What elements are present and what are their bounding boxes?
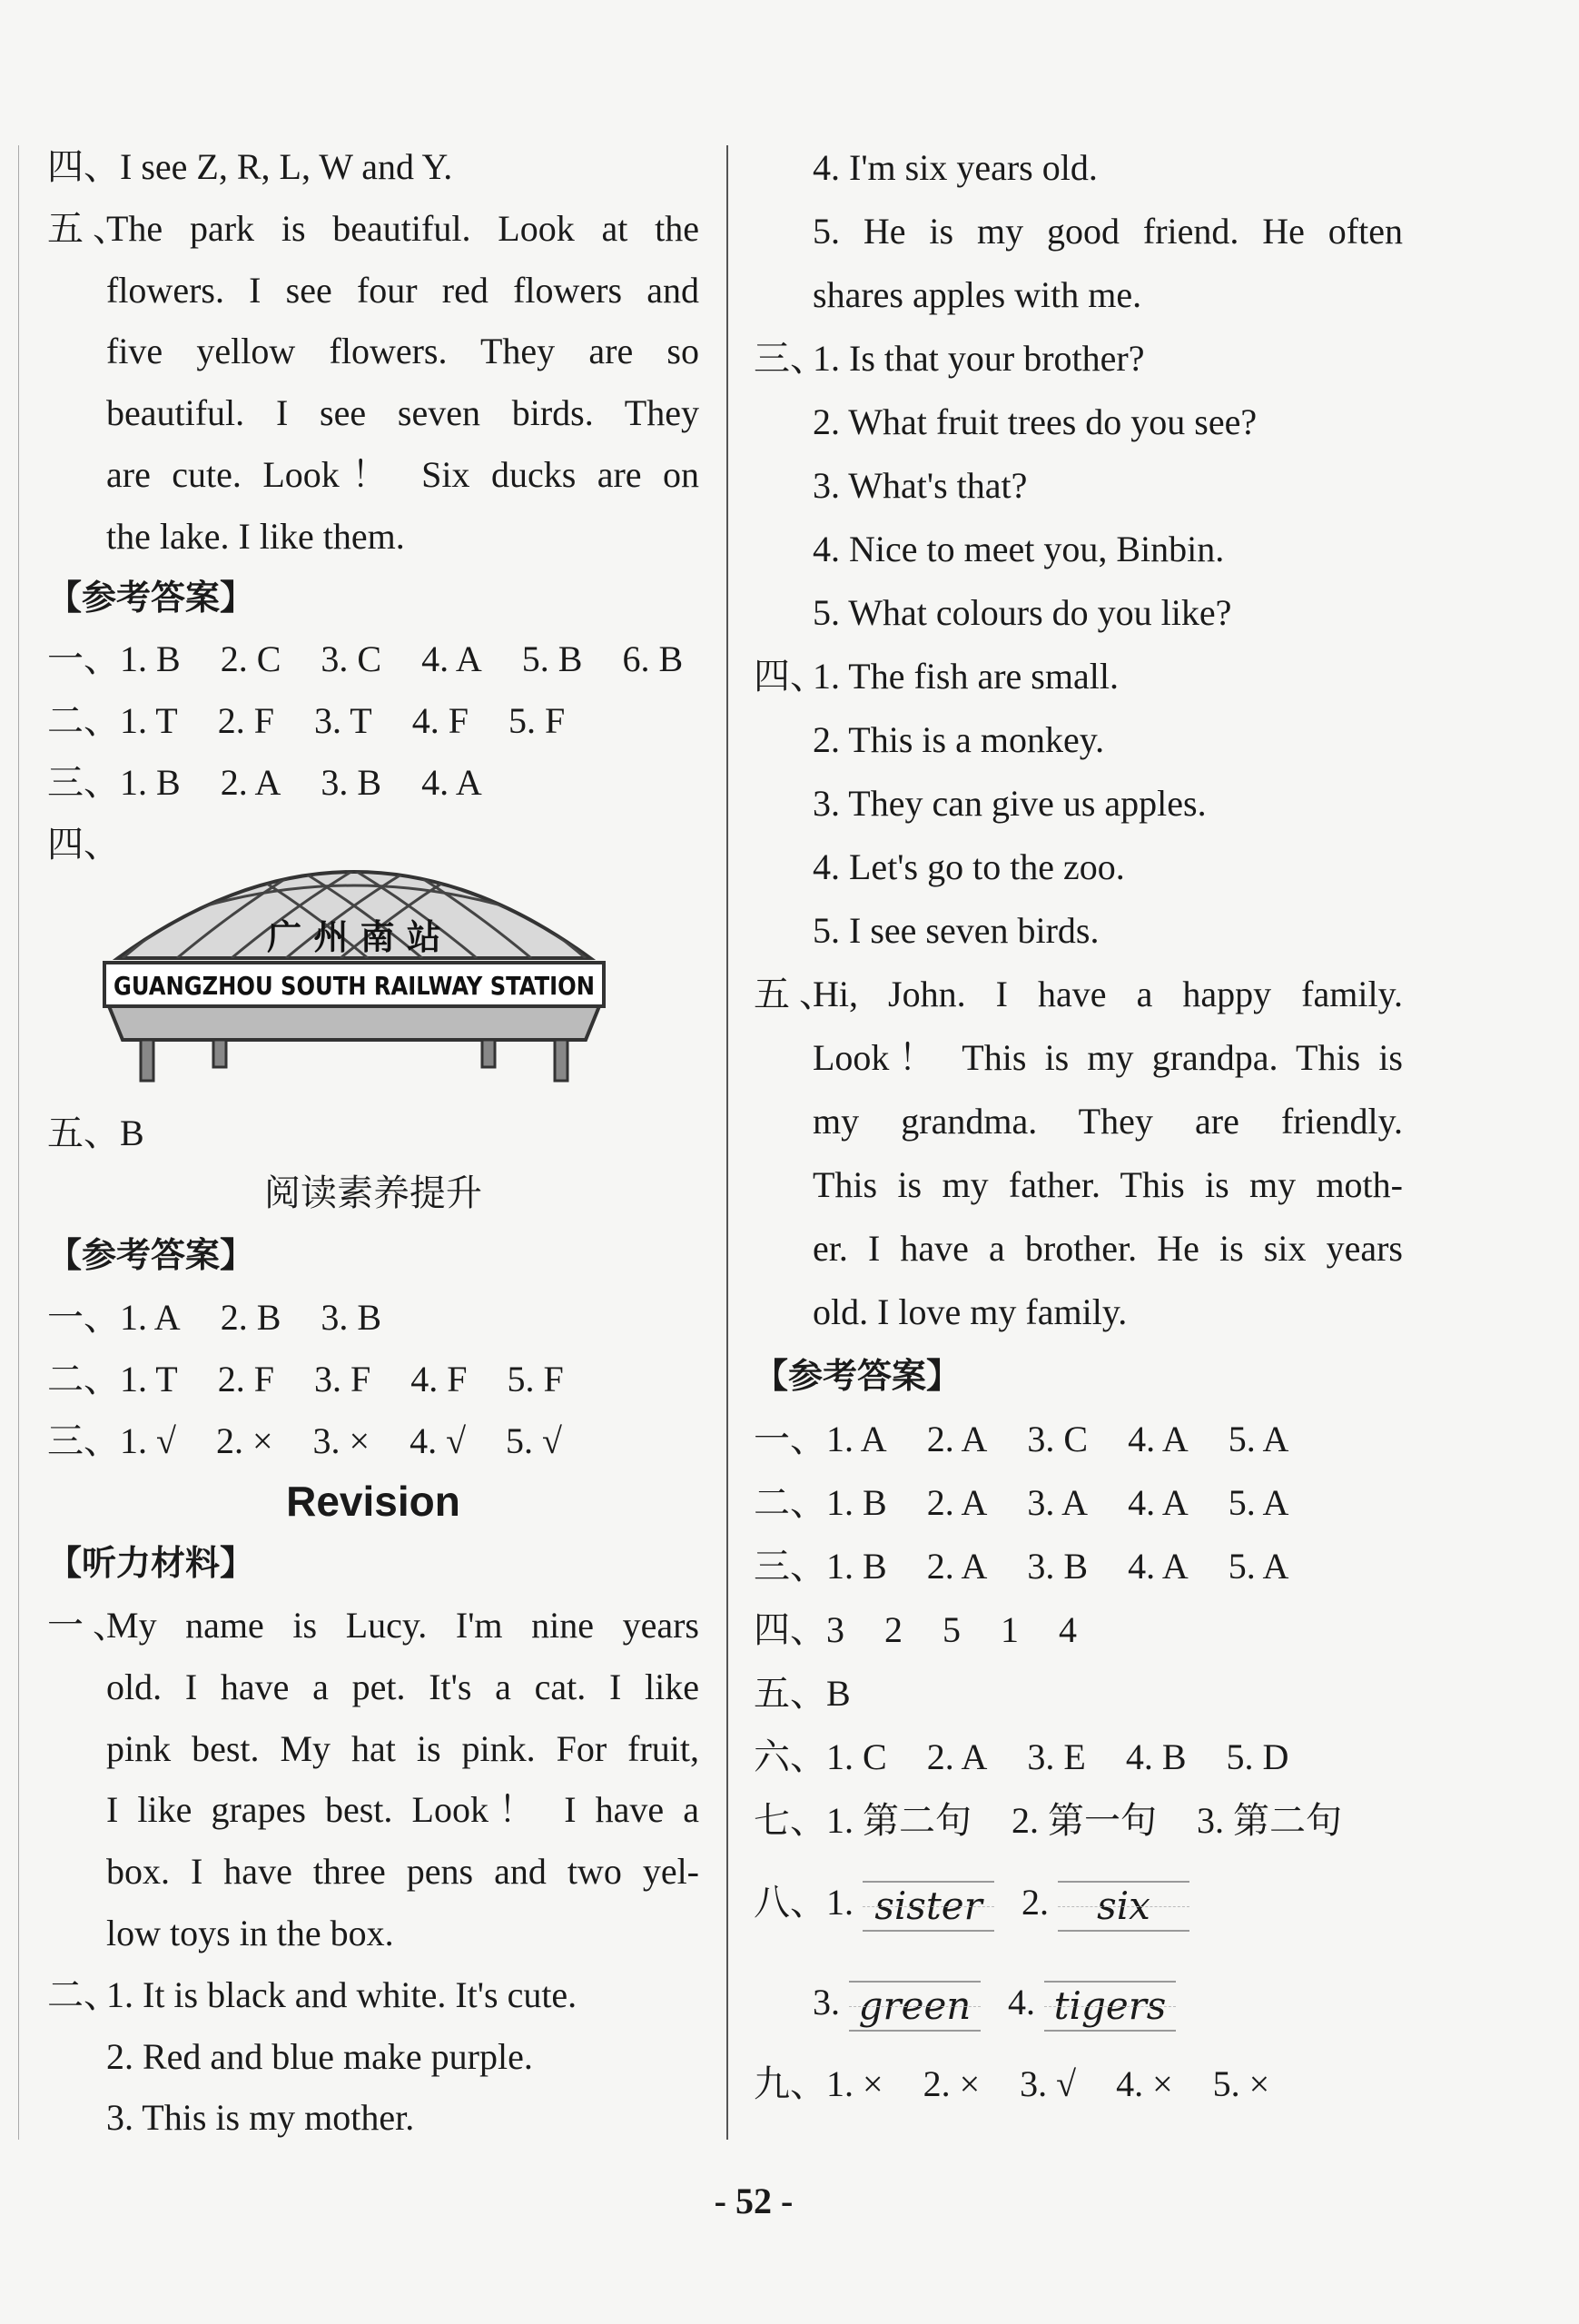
listening-s5-line: er. I have a brother. He is six years [813, 1228, 1403, 1269]
listening-s3-line: 5. What colours do you like? [813, 592, 1232, 633]
answer-row: 三、1. B 2. A 3. B 4. A 5. A [754, 1546, 1289, 1587]
reference-answers-heading: 【参考答案】 [47, 1235, 255, 1276]
revision-s1-line: box. I have three pens and two yel- [106, 1851, 699, 1893]
listening-s5-line: flowers. I see four red flowers and [106, 269, 699, 311]
listening-s4-line: 4. Let's go to the zoo. [813, 846, 1125, 887]
reference-answers-heading: 【参考答案】 [47, 577, 255, 618]
answer-row: 二、1. B 2. A 3. A 4. A 5. A [754, 1482, 1289, 1523]
listening-s4-line: 2. This is a monkey. [813, 719, 1105, 760]
right-column [754, 136, 1403, 2116]
listening-s5-line: old. I love my family. [813, 1291, 1128, 1332]
listening-s5-line: beautiful. I see seven birds. They [106, 392, 699, 434]
listening-s3-line: 3. What's that? [813, 465, 1028, 506]
listening-s5-line: are cute. Look！ Six ducks are on [106, 453, 699, 495]
handwritten-answer: green [849, 1981, 981, 2032]
page-number: - 52 - [714, 2181, 794, 2221]
listening-s5-line: five yellow flowers. They are so [106, 331, 699, 372]
listening-s4-line: 5. I see seven birds. [813, 910, 1100, 951]
revision-s1-line: pink best. My hat is pink. For fruit, [106, 1727, 699, 1769]
revision-title: Revision [286, 1478, 460, 1526]
column-divider [726, 145, 728, 2140]
answer-row: 六、1. C 2. A 3. E 4. B 5. D [754, 1736, 1289, 1777]
revision-s1-line: 一 、My name is Lucy. I'm nine years [47, 1604, 699, 1646]
answer-s5: 五、B [754, 1673, 851, 1714]
revision-s1-line: I like grapes best. Look！ I have a [106, 1789, 699, 1831]
station-chinese-name: 广 州 南 站 [267, 916, 441, 957]
answer-row: 二、1. T 2. F 3. T 4. F 5. F [47, 700, 566, 742]
answer-s5: 五、B [47, 1112, 144, 1153]
answer-row: 二、1. T 2. F 3. F 4. F 5. F [47, 1358, 564, 1399]
answer-row: 四、3 2 5 1 4 [754, 1609, 1077, 1650]
reading-section-title: 阅读素养提升 [264, 1172, 482, 1215]
answer-row: 三、1. B 2. A 3. B 4. A [47, 761, 482, 803]
answer-row: 一、1. B 2. C 3. C 4. A 5. B 6. B [47, 638, 684, 680]
handwritten-answer: sister [863, 1881, 994, 1932]
listening-s4-line: 四、1. The fish are small. [754, 656, 1119, 697]
handwritten-answer: six [1058, 1881, 1189, 1932]
revision-s2-line: 二、1. It is black and white. It's cute. [47, 1973, 577, 2015]
guangzhou-south-station-illustration [104, 822, 604, 1085]
answer-row: 一、1. A 2. A 3. C 4. A 5. A [754, 1419, 1289, 1459]
left-margin-rule [18, 145, 19, 2140]
answer-row: 一、1. A 2. B 3. B [47, 1296, 382, 1338]
reference-answers-heading: 【参考答案】 [754, 1356, 962, 1396]
answer-s4-mark: 四、 [47, 823, 120, 865]
answer-row: 九、1. × 2. × 3. √ 4. × 5. × [754, 2063, 1270, 2104]
listening-s5-line: 五 、Hi, John. I have a happy family. [754, 974, 1403, 1014]
revision-s1-line: low toys in the box. [106, 1912, 394, 1953]
listening-s4: 四、I see Z, R, L, W and Y. [47, 146, 453, 187]
listening-line: 4. I'm six years old. [813, 147, 1098, 188]
revision-s2-line: 3. This is my mother. [106, 2097, 415, 2139]
listening-material-heading: 【听力材料】 [47, 1543, 255, 1584]
answer-s8-row2: 3. green 4. tigers [754, 1953, 1403, 2052]
answer-s8-row1: 八、1. sister 2. six [754, 1853, 1403, 1953]
listening-s3-line: 4. Nice to meet you, Binbin. [813, 529, 1225, 569]
answer-row: 三、1. √ 2. × 3. × 4. √ 5. √ [47, 1419, 562, 1461]
left-column [47, 136, 699, 2149]
station-english-name: GUANGZHOU SOUTH RAILWAY STATION [113, 971, 595, 1001]
listening-line: shares apples with me. [813, 274, 1142, 315]
listening-s3-line: 三、1. Is that your brother? [754, 338, 1145, 379]
revision-s2-line: 2. Red and blue make purple. [106, 2035, 533, 2077]
listening-s4-line: 3. They can give us apples. [813, 783, 1207, 824]
listening-s5-line: 五 、The park is beautiful. Look at the [47, 207, 699, 249]
listening-s5-line: This is my father. This is my moth- [813, 1164, 1403, 1205]
answer-row: 七、1. 第二句 2. 第一句 3. 第二句 [754, 1800, 1342, 1841]
handwritten-answer: tigers [1044, 1981, 1176, 2032]
revision-s1-line: old. I have a pet. It's a cat. I like [106, 1666, 699, 1707]
listening-s5-line: Look！ This is my grandpa. This is [813, 1037, 1403, 1078]
listening-line: 5. He is my good friend. He often [813, 211, 1403, 252]
listening-s5-line: the lake. I like them. [106, 515, 405, 557]
listening-s3-line: 2. What fruit trees do you see? [813, 401, 1258, 442]
listening-s5-line: my grandma. They are friendly. [813, 1101, 1403, 1142]
